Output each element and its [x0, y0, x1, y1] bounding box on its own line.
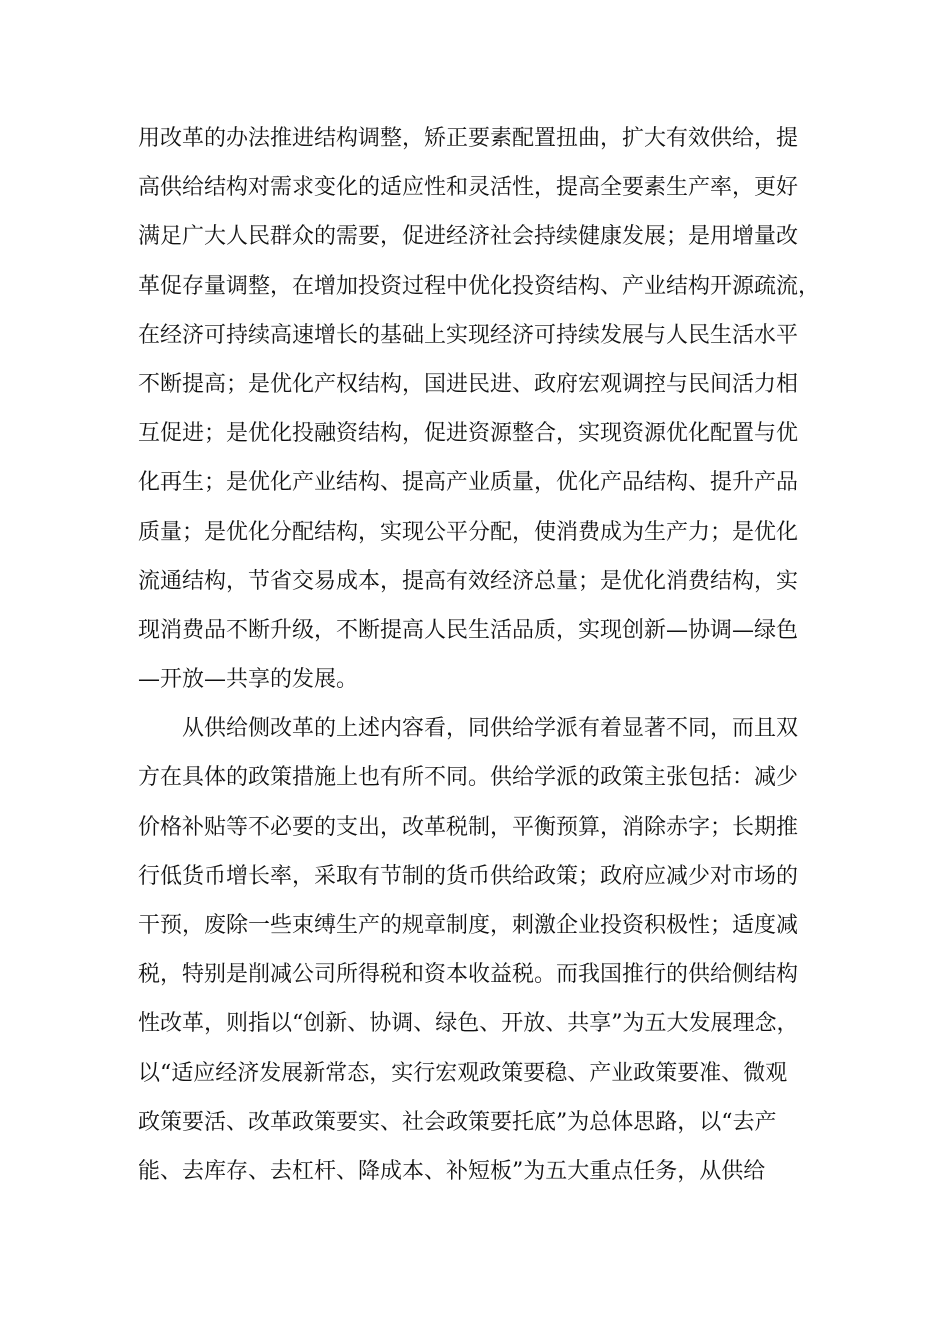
- text-line: 以“适应经济发展新常态，实行宏观政策要稳、产业政策要准、微观: [138, 1060, 788, 1086]
- text-line: 方在具体的政策措施上也有所不同。供给学派的政策主张包括：减少: [138, 765, 799, 791]
- text-line: 性改革，则指以“创新、协调、绿色、开放、共享”为五大发展理念，: [138, 1011, 799, 1037]
- text-line: 价格补贴等不必要的支出，改革税制，平衡预算，消除赤字；长期推: [138, 814, 799, 840]
- text-line: 政策要活、改革政策要实、社会政策要托底”为总体思路，以“去产: [138, 1109, 777, 1135]
- text-line: 互促进；是优化投融资结构，促进资源整合，实现资源优化配置与优: [138, 421, 799, 447]
- text-line: 不断提高；是优化产权结构，国进民进、政府宏观调控与民间活力相: [138, 371, 799, 397]
- text-line: —开放—共享的发展。: [138, 667, 359, 693]
- text-line: 能、去库存、去杠杆、降成本、补短板”为五大重点任务，从供给: [138, 1158, 766, 1184]
- text-line: 用改革的办法推进结构调整，矫正要素配置扭曲，扩大有效供给，提: [138, 126, 799, 151]
- text-line: 高供给结构对需求变化的适应性和灵活性，提高全要素生产率，更好: [138, 175, 799, 201]
- text-line: 革促存量调整，在增加投资过程中优化投资结构、产业结构开源疏流，: [138, 273, 821, 299]
- text-line: 税，特别是削减公司所得税和资本收益税。而我国推行的供给侧结构: [138, 962, 799, 988]
- text-line: 满足广大人民群众的需要，促进经济社会持续健康发展；是用增量改: [138, 224, 799, 250]
- body-text: [138, 114, 838, 1196]
- paragraph-2: [138, 704, 838, 1196]
- text-line: 行低货币增长率，采取有节制的货币供给政策；政府应减少对市场的: [138, 863, 799, 889]
- text-line: 干预，废除一些束缚生产的规章制度，刺激企业投资积极性；适度减: [138, 913, 799, 938]
- text-line: 现消费品不断升级，不断提高人民生活品质，实现创新—协调—绿色: [138, 617, 799, 643]
- text-line: 从供给侧改革的上述内容看，同供给学派有着显著不同，而且双: [182, 716, 799, 742]
- paragraph-1: [138, 114, 838, 704]
- text-line: 流通结构，节省交易成本，提高有效经济总量；是优化消费结构，实: [138, 568, 799, 594]
- text-line: 质量；是优化分配结构，实现公平分配，使消费成为生产力；是优化: [138, 519, 799, 545]
- text-line: 化再生；是优化产业结构、提高产业质量，优化产品结构、提升产品: [138, 470, 799, 496]
- text-line: 在经济可持续高速增长的基础上实现经济可持续发展与人民生活水平: [138, 322, 799, 348]
